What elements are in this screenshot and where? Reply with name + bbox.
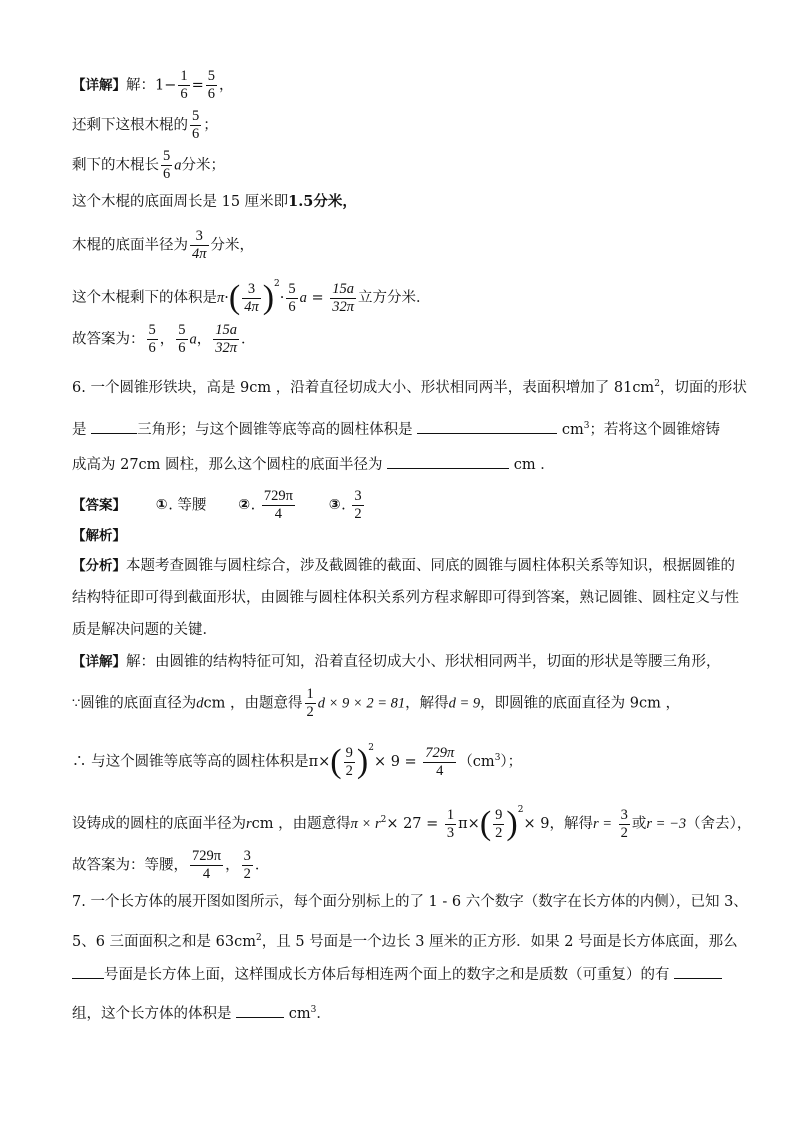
- denominator: 6: [192, 126, 200, 142]
- unit: cm: [561, 421, 584, 438]
- denominator: 32π: [215, 340, 238, 356]
- text: 1.5: [288, 193, 314, 210]
- question-text: 组，这个长方体的体积是: [72, 1005, 232, 1022]
- exponent: 3: [310, 1005, 317, 1015]
- fraction: [423, 745, 456, 780]
- q7-line-2: [72, 928, 738, 952]
- numerator: 15a: [330, 281, 356, 299]
- answer-blank[interactable]: [91, 419, 137, 434]
- paren-left: (: [228, 279, 241, 316]
- exponent: 2: [256, 933, 262, 943]
- fraction: [262, 488, 295, 523]
- q7-line-4: [72, 1000, 331, 1024]
- exponent: 2: [654, 379, 660, 389]
- paren-left: (: [479, 805, 492, 842]
- fraction: [445, 807, 456, 842]
- fraction: [213, 322, 239, 357]
- circle-number: ①: [155, 497, 168, 513]
- exponent: 2: [517, 805, 524, 815]
- fenxi-line-2: [72, 588, 739, 608]
- answer-text: . 等腰: [168, 497, 207, 514]
- text: 解：: [126, 77, 155, 94]
- text: ，解得: [405, 695, 449, 712]
- q7-line-3: [72, 964, 722, 985]
- math: ·: [224, 290, 229, 306]
- denominator: 2: [306, 704, 314, 720]
- q6-line-2: [72, 416, 720, 440]
- q6-line-3: [72, 454, 555, 475]
- variable: a: [189, 331, 197, 348]
- denominator: 2: [354, 506, 362, 522]
- denominator: 6: [180, 86, 188, 102]
- detail-line-6: [72, 274, 431, 316]
- fraction: [493, 807, 504, 842]
- math: × 9 =: [373, 754, 417, 770]
- math: × 27 =: [386, 816, 439, 832]
- numerator: 5: [192, 108, 200, 124]
- fraction: [178, 68, 189, 103]
- text: 立方分米．: [358, 290, 431, 306]
- denominator: 6: [163, 166, 171, 182]
- exponent: 3: [583, 421, 590, 431]
- text: 解：由圆锥的结构特征可知，沿着直径切成大小、形状相同两半，切面的形状是等腰三角形，: [126, 654, 721, 670]
- text: 分米，: [210, 237, 255, 254]
- fenxi-line-1: [72, 556, 735, 576]
- text: 本题考查圆锥与圆柱综合，涉及截圆锥的截面、同底的圆锥与圆柱体积关系等知识，根据圆锥的: [126, 558, 735, 574]
- denominator: 32π: [332, 298, 355, 315]
- fraction: [190, 108, 201, 143]
- numerator: 729π: [192, 848, 222, 864]
- numerator: 729π: [425, 744, 455, 761]
- xj-line-1: [72, 652, 721, 672]
- text: （舍去），: [686, 816, 752, 832]
- fraction: [242, 281, 261, 316]
- fraction: [190, 848, 223, 883]
- denominator: 2: [620, 824, 628, 841]
- text: ∴ 与这个圆锥等底等高的圆柱体积是: [72, 754, 309, 770]
- numerator: 9: [345, 744, 353, 761]
- text: 结构特征即可得到截面形状，由圆锥与圆柱体积关系列方程求解即可得到答案，熟记圆锥、圆柱定义与性: [72, 590, 739, 606]
- q7-line-1: [72, 892, 748, 912]
- fraction: [190, 228, 209, 263]
- question-text: 是: [72, 421, 87, 438]
- math: r =: [592, 816, 613, 832]
- math: =: [191, 77, 204, 94]
- question-text: 号面是长方体上面，这样围成长方体后每相连两个面上的数字之和是质数（可重复）的有: [104, 967, 670, 983]
- numerator: 3: [354, 488, 362, 504]
- question-text: ；若将这个圆锥熔铸: [589, 421, 720, 438]
- numerator: 1: [446, 806, 455, 823]
- detail-tag: 【详解】: [72, 654, 126, 670]
- paren-right: ): [506, 805, 518, 842]
- xj-line-2: [72, 686, 680, 721]
- answer-tag: 【答案】: [72, 497, 126, 514]
- text: ．: [254, 857, 270, 874]
- circle-number: ②: [238, 497, 251, 513]
- variable: r: [246, 816, 252, 832]
- question-text: 7. 一个长方体的展开图如图所示，每个面分别标上的了 1 - 6 六个数字（数字在长方体的内侧），已知 3、: [72, 894, 748, 910]
- question-text: ，且 5 号面是一个边长 3 厘米的正方形．如果 2 号面是长方体底面，那么: [261, 933, 738, 950]
- text: ，: [159, 331, 175, 348]
- math: π×: [458, 816, 480, 832]
- denominator: 6: [178, 340, 186, 356]
- detail-line-3: [72, 148, 225, 183]
- fenxi-line-3: [72, 620, 217, 640]
- math: π: [217, 290, 225, 306]
- text: 故答案为：等腰，: [72, 857, 188, 874]
- q6-line-1: [72, 374, 747, 398]
- numerator: 3: [243, 848, 251, 864]
- answer-blank[interactable]: [387, 454, 509, 469]
- text: 分米；: [181, 157, 225, 174]
- variable: a: [299, 290, 307, 306]
- numerator: 9: [495, 806, 503, 823]
- question-text: 成高为 27cm 圆柱，那么这个圆柱的底面半径为: [72, 457, 383, 473]
- denominator: 4: [274, 506, 283, 522]
- numerator: 3: [190, 228, 209, 246]
- because-icon: ∵: [72, 696, 81, 712]
- numerator: 15a: [213, 322, 239, 340]
- xj-line-3: [72, 738, 522, 780]
- math: × 9: [523, 816, 550, 832]
- denominator: 6: [148, 340, 156, 356]
- text: 这个木棍剩下的体积是: [72, 290, 217, 306]
- paren-left: (: [330, 743, 342, 780]
- fraction: [206, 68, 217, 103]
- fraction: [286, 281, 297, 316]
- fenxi-tag: 【分析】: [72, 558, 126, 574]
- exponent: 2: [368, 743, 374, 753]
- text: ；: [203, 117, 218, 134]
- xj-line-5: [72, 848, 269, 883]
- fraction: [242, 848, 253, 883]
- variable: a: [174, 157, 182, 174]
- text: ，: [196, 331, 212, 348]
- question-text: 三角形；与这个圆锥等底等高的圆柱体积是: [137, 421, 413, 438]
- detail-line-4: [72, 192, 357, 212]
- text: ）；: [500, 754, 523, 770]
- question-text: 6. 一个圆锥形铁块，高是 9cm ，沿着直径切成大小、形状相同两半，表面积增加了 81cm: [72, 379, 655, 396]
- fraction: [305, 686, 316, 721]
- unit: cm: [288, 1005, 311, 1022]
- detail-line-1: [72, 68, 234, 103]
- text: 还剩下这根木棍的: [72, 117, 188, 134]
- paren-right: ): [262, 279, 275, 316]
- numerator: 5: [207, 68, 216, 84]
- numerator: 3: [620, 806, 628, 823]
- fraction: [147, 322, 158, 357]
- text: 故答案为：: [72, 331, 145, 348]
- text: 剩下的木棍长: [72, 157, 159, 174]
- denominator: 2: [243, 866, 251, 882]
- answer-blank[interactable]: [72, 964, 104, 979]
- detail-line-5: [72, 228, 254, 263]
- denominator: 2: [495, 824, 503, 841]
- detail-line-7: [72, 322, 256, 357]
- math: d × 9 × 2 = 81: [317, 695, 406, 712]
- numerator: 729π: [263, 488, 293, 504]
- fraction: [176, 322, 187, 357]
- answer-blank[interactable]: [236, 1003, 284, 1018]
- denominator: 2: [345, 762, 353, 779]
- text: 质是解决问题的关键．: [72, 622, 217, 638]
- text: 木棍的底面半径为: [72, 237, 188, 254]
- denominator: 4π: [192, 246, 207, 262]
- text: ，解得: [549, 816, 593, 832]
- exponent: 3: [494, 753, 501, 764]
- text: 圆锥的底面直径为: [80, 695, 197, 712]
- text: ，即圆锥的底面直径为 9cm ，: [480, 695, 680, 712]
- numerator: 5: [163, 148, 171, 164]
- denominator: 4: [202, 866, 211, 882]
- unit: cm ．: [513, 457, 555, 473]
- answer-line: 【答案】 ①. 等腰 ②. $\frac{729\pi}{4}$ ③. $\frac{3}{2}$: [72, 488, 362, 522]
- fraction: [352, 488, 363, 523]
- detail-tag: 【详解】: [72, 77, 126, 94]
- paren-right: ): [356, 743, 369, 780]
- numerator: 5: [288, 280, 296, 297]
- variable: d: [196, 695, 204, 712]
- text: 分米，: [313, 193, 357, 210]
- analysis-tag: 【解析】: [72, 528, 126, 544]
- text: ．: [316, 1005, 331, 1022]
- text: 或: [631, 816, 647, 832]
- text: ，: [225, 857, 240, 874]
- exponent: 2: [380, 815, 387, 826]
- fraction: [161, 148, 172, 183]
- math: d = 9: [448, 695, 481, 712]
- fraction: [330, 281, 356, 316]
- question-text: 5、6 三面面积之和是 63cm: [72, 933, 256, 950]
- analysis-line: [72, 526, 126, 546]
- text: ，: [219, 77, 234, 94]
- text: cm ，由题意得: [203, 695, 303, 712]
- question-text: ，切面的形状: [659, 379, 747, 396]
- math: ·: [279, 290, 285, 306]
- math: =: [311, 290, 324, 306]
- fraction: [344, 745, 355, 780]
- text: 这个木棍的底面周长是 15 厘米即: [72, 194, 289, 210]
- denominator: 3: [446, 824, 455, 841]
- exponent: 2: [274, 279, 280, 289]
- math: 1−: [155, 77, 177, 94]
- math: r = −3: [646, 816, 687, 832]
- denominator: 6: [207, 86, 216, 102]
- xj-line-4: [72, 800, 751, 842]
- denominator: 4π: [244, 298, 259, 315]
- circle-number: ③: [328, 497, 341, 513]
- text: ．: [241, 331, 256, 348]
- text: 设铸成的圆柱的底面半径为: [72, 816, 246, 832]
- numerator: 5: [148, 322, 156, 338]
- denominator: 4: [436, 762, 444, 779]
- math: π×: [308, 754, 331, 770]
- numerator: 1: [306, 686, 314, 702]
- detail-line-2: [72, 108, 218, 143]
- math: π × r: [350, 816, 381, 832]
- text: cm ，由题意得: [251, 816, 351, 832]
- answer-blank[interactable]: [417, 419, 557, 434]
- answer-blank[interactable]: [674, 964, 722, 979]
- unit: （cm: [458, 754, 495, 770]
- numerator: 5: [178, 322, 186, 338]
- fraction: [619, 807, 630, 842]
- numerator: 1: [180, 68, 188, 84]
- numerator: 3: [242, 281, 261, 299]
- denominator: 6: [288, 298, 296, 315]
